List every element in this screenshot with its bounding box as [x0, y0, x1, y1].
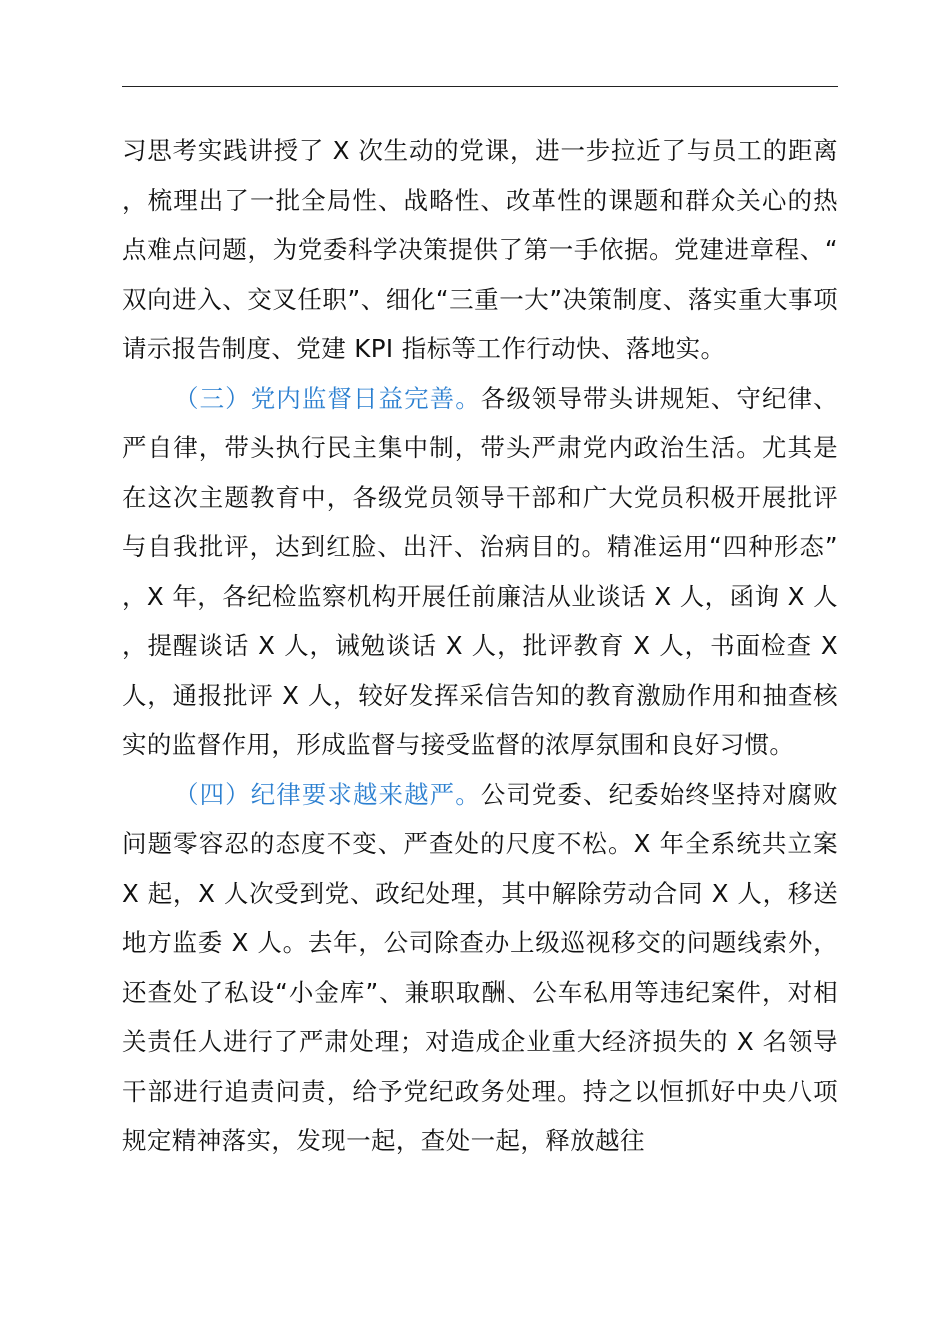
paragraph-party-supervision [122, 374, 838, 770]
header-rule [122, 86, 838, 87]
paragraph-discipline [122, 770, 838, 1166]
section-heading-supervision: （三）党内监督日益完善。 [174, 383, 481, 413]
paragraph-text: 公司党委、纪委始终坚持对腐败问题零容忍的态度不变、严查处的尺度不松。X 年全系统共立案 X 起，X 人次受到党、政纪处理，其中解除劳动合同 X 人，移送地方监委 X 人。去年，公司除查办上级巡视移交的问题线索外，还查处了私设“小金库”、兼职取酬、公车私用等违纪案件，对相关责任人进行了严肃处理；对造成企业重大经济损失的 X 名领导干部进行追责问责，给予党纪政务处理。持之以恒抓好中央八项规定精神落实，发现一起，查处一起，释放越往 [122, 779, 838, 1155]
section-heading-discipline: （四）纪律要求越来越严。 [174, 779, 481, 809]
paragraph-text: 习思考实践讲授了 X 次生动的党课，进一步拉近了与员工的距离，梳理出了一批全局性、战略性、改革性的课题和群众关心的热点难点问题，为党委科学决策提供了第一手依据。党建进章程、“双向进入、交叉任职”、细化“三重一大”决策制度、落实重大事项请示报告制度、党建 KPI 指标等工作行动快、落地实。 [122, 136, 838, 363]
document-body [122, 126, 838, 1166]
paragraph-text: 各级领导带头讲规矩、守纪律、严自律，带头执行民主集中制，带头严肃党内政治生活。尤其是在这次主题教育中，各级党员领导干部和广大党员积极开展批评与自我批评，达到红脸、出汗、治病目的。精准运用“四种形态”，X 年，各纪检监察机构开展任前廉洁从业谈话 X 人，函询 X 人，提醒谈话 X 人，诫勉谈话 X 人，批评教育 X 人，书面检查 X 人，通报批评 X 人，较好发挥采信告知的教育激励作用和抽查核实的监督作用，形成监督与接受监督的浓厚氛围和良好习惯。 [122, 383, 838, 759]
paragraph-continuation [122, 126, 838, 374]
